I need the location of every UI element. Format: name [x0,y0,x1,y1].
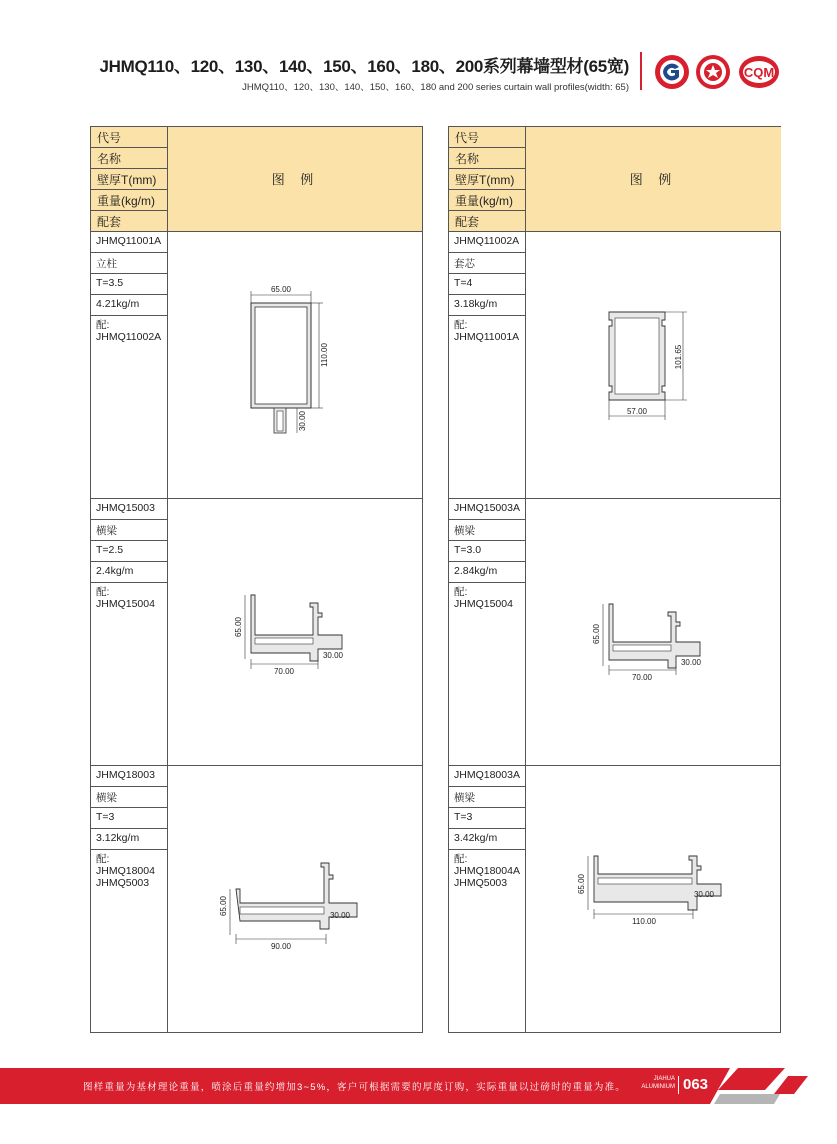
profile-thickness: T=3 [91,808,167,829]
table-gap-column [422,126,449,1033]
brand-name: JIAHUA ALUMINIUM [641,1076,675,1090]
profile-name: 横梁 [91,520,167,541]
profile-name: 横梁 [449,520,525,541]
profile-drawing [574,846,734,946]
profile-weight: 3.12kg/m [91,829,167,850]
header-weight: 重量(kg/m) [449,190,525,211]
right-profile-table [448,126,781,1033]
svg-text:110.00: 110.00 [632,917,656,926]
profile-code: JHMQ11001A [91,232,167,253]
profile-row [91,232,422,498]
profile-code: JHMQ18003 [91,766,167,787]
profile-match: 配: JHMQ15004 [454,586,513,610]
header-figure: 图 例 [167,127,423,232]
profile-row [449,232,780,498]
profile-drawing [241,277,331,437]
svg-text:90.00: 90.00 [270,942,292,951]
svg-text:30.00: 30.00 [298,410,307,432]
page-header [0,52,837,102]
profile-name: 套芯 [449,253,525,274]
svg-text:65.00: 65.00 [577,873,586,895]
profile-match: 配: JHMQ11002A [96,319,162,343]
svg-text:101.65: 101.65 [674,344,683,370]
profile-weight: 4.21kg/m [91,295,167,316]
profile-code: JHMQ15003A [449,499,525,520]
profile-name: 横梁 [91,787,167,808]
header-divider [640,52,642,90]
svg-text:65.00: 65.00 [219,895,228,917]
page-number: 063 [678,1076,708,1094]
profile-row [91,499,422,765]
profile-drawing [589,594,719,704]
gb-certification-logo [654,54,690,90]
quality-seal-logo [695,54,731,90]
svg-text:65.00: 65.00 [234,616,243,638]
profile-row [449,499,780,765]
svg-text:110.00: 110.00 [320,343,329,367]
svg-text:CQM: CQM [743,65,775,80]
profile-weight: 2.4kg/m [91,562,167,583]
profile-code: JHMQ15003 [91,499,167,520]
page-title: JHMQ110、120、130、140、150、160、180、200系列幕墙型材(65宽) [99,57,629,76]
page-footer [0,1068,837,1104]
profile-thickness: T=3.5 [91,274,167,295]
header-weight: 重量(kg/m) [91,190,167,211]
profile-row [449,766,780,1032]
profile-drawing [216,861,366,961]
page-subtitle: JHMQ110、120、130、140、150、160、180 and 200 series curtain wall profiles(width: 65) [242,82,629,93]
header-figure: 图 例 [525,127,781,232]
svg-text:70.00: 70.00 [631,673,653,682]
profile-weight: 2.84kg/m [449,562,525,583]
header-code: 代号 [91,127,167,148]
svg-text:30.00: 30.00 [680,658,702,667]
profile-weight: 3.42kg/m [449,829,525,850]
svg-text:30.00: 30.00 [322,651,344,660]
profile-match: 配: JHMQ18004A JHMQ5003 [454,853,520,889]
profile-name: 横梁 [449,787,525,808]
cqm-logo [738,54,780,90]
profile-match: 配: JHMQ18004 JHMQ5003 [96,853,155,889]
header-match: 配套 [91,211,167,232]
svg-text:65.00: 65.00 [270,285,292,294]
profile-row [91,766,422,1032]
header-code: 代号 [449,127,525,148]
header-thickness: 壁厚T(mm) [91,169,167,190]
profile-name: 立柱 [91,253,167,274]
header-name: 名称 [91,148,167,169]
profile-drawing [599,302,699,427]
svg-text:30.00: 30.00 [329,911,351,920]
header-thickness: 壁厚T(mm) [449,169,525,190]
svg-text:65.00: 65.00 [592,623,601,645]
header-name: 名称 [449,148,525,169]
profile-thickness: T=3 [449,808,525,829]
profile-code: JHMQ18003A [449,766,525,787]
profile-match: 配: JHMQ11001A [454,319,520,343]
profile-weight: 3.18kg/m [449,295,525,316]
profile-thickness: T=3.0 [449,541,525,562]
profile-code: JHMQ11002A [449,232,525,253]
profile-match: 配: JHMQ15004 [96,586,155,610]
header-match: 配套 [449,211,525,232]
profile-thickness: T=4 [449,274,525,295]
svg-text:70.00: 70.00 [273,667,295,676]
svg-text:57.00: 57.00 [626,407,648,416]
profile-thickness: T=2.5 [91,541,167,562]
left-profile-table [90,126,423,1033]
svg-text:30.00: 30.00 [693,890,715,899]
footer-note: 图样重量为基材理论重量，喷涂后重量约增加3~5%，客户可根据需要的厚度订购，实际重量以过磅时的重量为准。 [83,1082,626,1093]
profile-drawing [231,587,361,697]
